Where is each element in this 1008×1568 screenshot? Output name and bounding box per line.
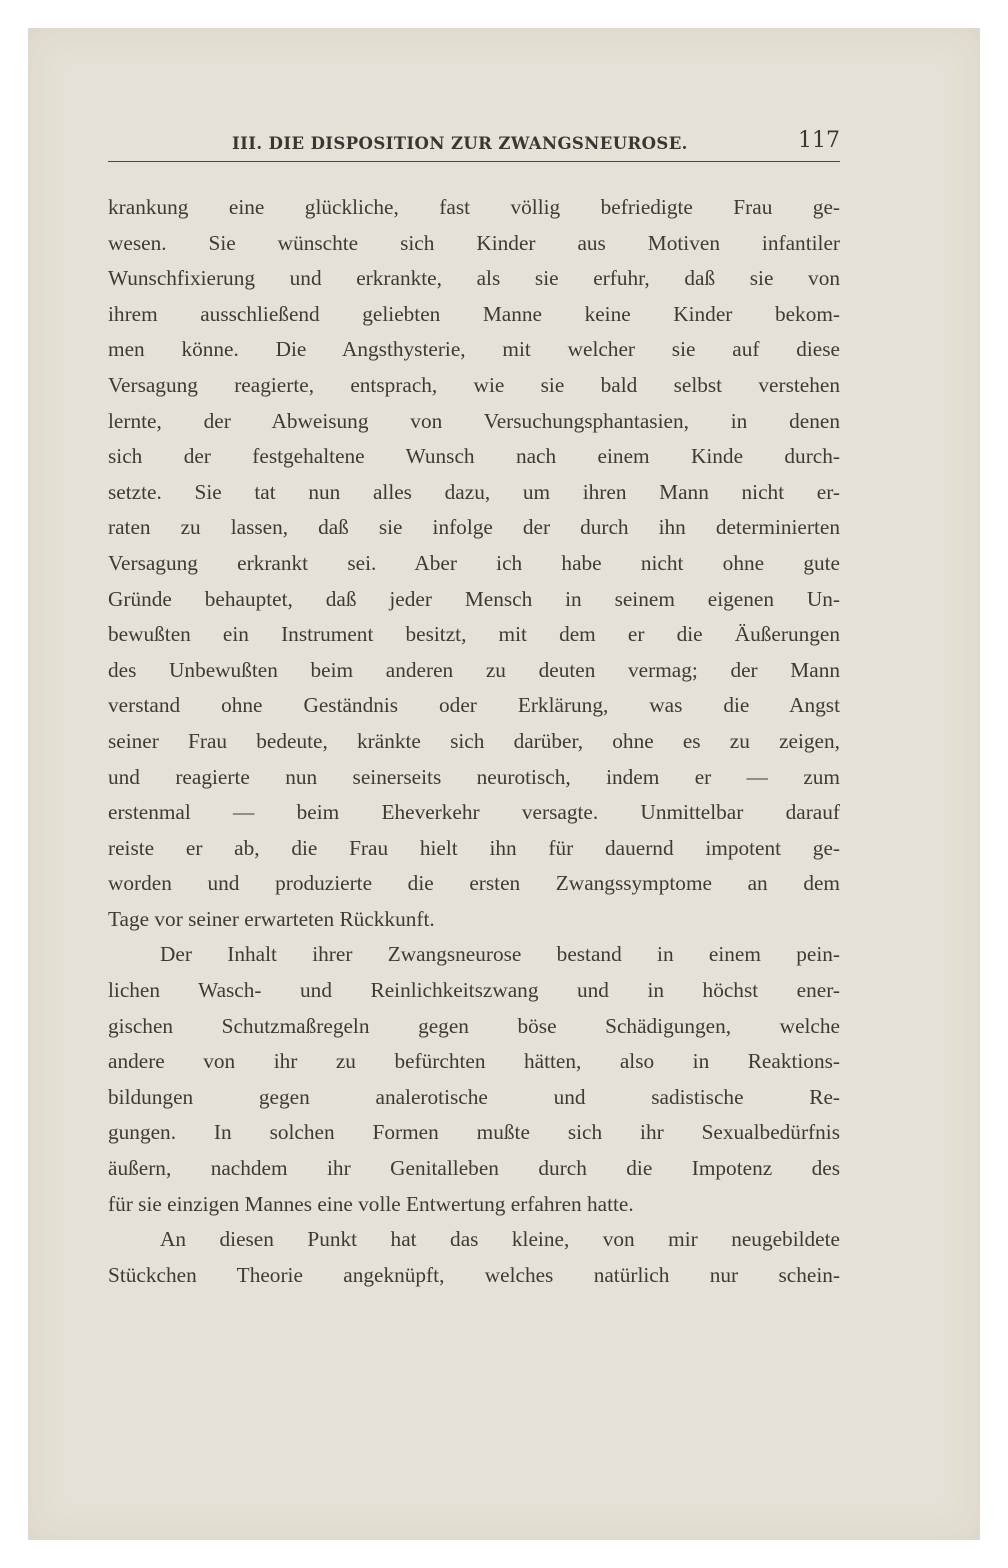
- text-line: Wunschfixierung und erkrankte, als sie erfuhr, daß sie von: [108, 266, 840, 291]
- text-line: krankung eine glückliche, fast völlig befriedigte Frau ge-: [108, 195, 840, 219]
- body-text: [108, 190, 840, 1293]
- text-line: gungen. In solchen Formen mußte sich ihr Sexualbedürfnis: [108, 1120, 840, 1145]
- text-line: lernte, der Abweisung von Versuchungsphantasien, in denen: [108, 408, 840, 433]
- text-line: des Unbewußten beim anderen zu deuten vermag; der Mann: [108, 657, 840, 682]
- text-line: gischen Schutzmaßregeln gegen böse Schädigungen, welche: [108, 1013, 840, 1038]
- text-line: setzte. Sie tat nun alles dazu, um ihren Mann nicht er-: [108, 479, 840, 504]
- text-line: für sie einzigen Mannes eine volle Entwertung erfahren hatte.: [108, 1191, 634, 1216]
- text-line: raten zu lassen, daß sie infolge der durch ihn determinierten: [108, 515, 840, 540]
- paragraph-1: [108, 190, 840, 937]
- text-line: ihrem ausschließend geliebten Manne keine Kinder bekom-: [108, 301, 840, 326]
- text-line: sich der festgehaltene Wunsch nach einem Kinde durch-: [108, 444, 840, 469]
- text-line: men könne. Die Angsthysterie, mit welcher sie auf diese: [108, 337, 840, 362]
- text-line: Versagung reagierte, entsprach, wie sie bald selbst verstehen: [108, 372, 840, 397]
- text-line: äußern, nachdem ihr Genitalleben durch die Impotenz des: [108, 1156, 840, 1181]
- text-line: bildungen gegen analerotische und sadistische Re-: [108, 1084, 840, 1109]
- page-header: [108, 128, 840, 158]
- text-line: An diesen Punkt hat das kleine, von mir neugebildete: [160, 1227, 840, 1252]
- text-line: bewußten ein Instrument besitzt, mit dem er die Äußerungen: [108, 622, 840, 647]
- page-number: 117: [798, 128, 840, 153]
- text-line: reiste er ab, die Frau hielt ihn für dauernd impotent ge-: [108, 835, 840, 860]
- header-rule: [108, 161, 840, 162]
- text-line: Stückchen Theorie angeknüpft, welches natürlich nur schein-: [108, 1262, 840, 1287]
- text-line: Der Inhalt ihrer Zwangsneurose bestand in einem pein-: [160, 942, 840, 967]
- text-line: wesen. Sie wünschte sich Kinder aus Motiven infantiler: [108, 230, 840, 255]
- text-line: seiner Frau bedeute, kränkte sich darüber, ohne es zu zeigen,: [108, 728, 840, 753]
- text-line: verstand ohne Geständnis oder Erklärung, was die Angst: [108, 693, 840, 718]
- text-line: worden und produzierte die ersten Zwangssymptome an dem: [108, 871, 840, 896]
- text-line: lichen Wasch- und Reinlichkeitszwang und in höchst ener-: [108, 978, 840, 1003]
- text-line: erstenmal — beim Eheverkehr versagte. Unmittelbar darauf: [108, 800, 840, 825]
- text-line: und reagierte nun seinerseits neurotisch, indem er — zum: [108, 764, 840, 789]
- text-line: Tage vor seiner erwarteten Rückkunft.: [108, 906, 435, 931]
- text-line: Versagung erkrankt sei. Aber ich habe nicht ohne gute: [108, 550, 840, 575]
- paragraph-2: [108, 937, 840, 1222]
- text-line: Gründe behauptet, daß jeder Mensch in seinem eigenen Un-: [108, 586, 840, 611]
- text-line: andere von ihr zu befürchten hätten, also in Reaktions-: [108, 1049, 840, 1074]
- paragraph-3: [108, 1222, 840, 1293]
- running-head: III. DIE DISPOSITION ZUR ZWANGSNEUROSE.: [232, 134, 688, 153]
